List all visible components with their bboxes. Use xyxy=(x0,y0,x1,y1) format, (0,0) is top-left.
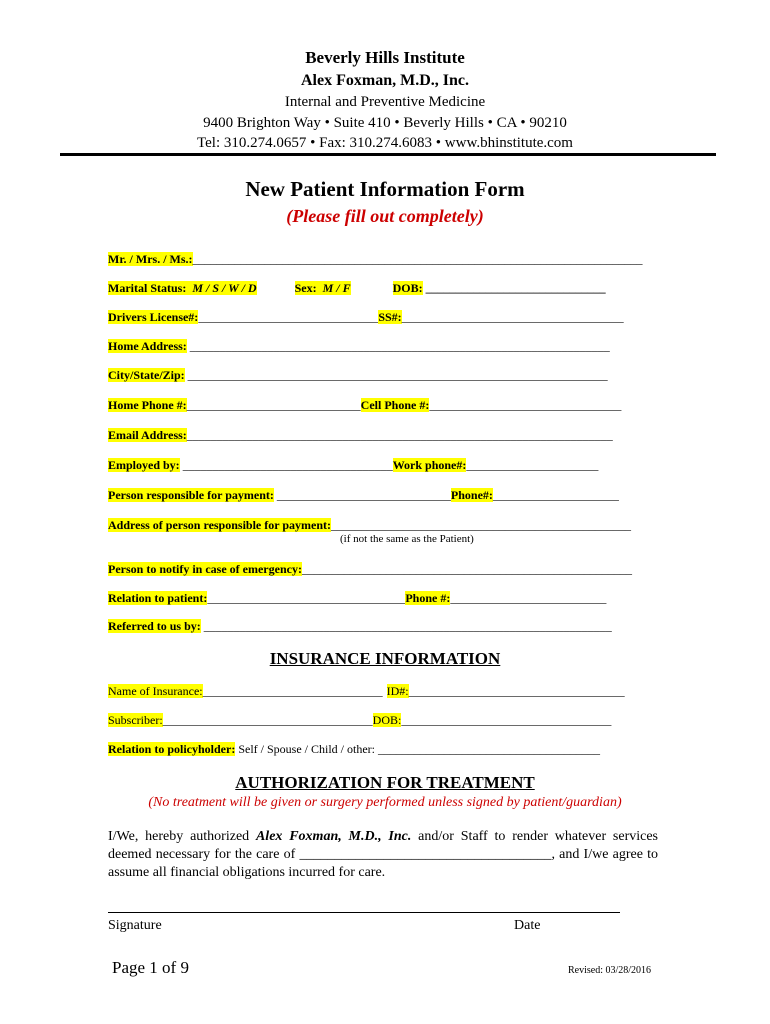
city-state-zip-field[interactable]: ______________________________________________________________________ xyxy=(184,368,608,382)
authorization-text-end: and I/we agree to assume all financial obligations incurred for care. xyxy=(108,847,658,880)
relation-label: Relation to patient: xyxy=(108,591,208,605)
specialty: Internal and Preventive Medicine xyxy=(284,94,486,110)
revised-date: Revised: 03/28/2016 xyxy=(568,965,652,976)
license-row xyxy=(108,310,624,324)
marital-row xyxy=(108,281,606,295)
city-row xyxy=(108,368,608,382)
authorization-practice-name: Alex Foxman, M.D., Inc. xyxy=(255,829,412,844)
sex-options[interactable]: M / F xyxy=(322,281,351,295)
address-line: 9400 Brighton Way • Suite 410 • Beverly Hills • CA • 90210 xyxy=(203,115,567,131)
form-title: New Patient Information Form xyxy=(245,177,525,201)
relation-field[interactable]: _________________________________ xyxy=(207,591,406,605)
responsible-address-note: (if not the same as the Patient) xyxy=(340,533,474,545)
referred-row xyxy=(108,619,612,633)
work-phone-label: Work phone#: xyxy=(392,458,467,472)
ss-label: SS#: xyxy=(378,310,402,324)
responsible-phone-field[interactable]: _____________________ xyxy=(492,488,619,502)
home-address-row xyxy=(108,339,610,353)
emergency-row xyxy=(108,562,632,576)
insurance-name-field[interactable]: ______________________________ xyxy=(202,684,383,698)
authorization-text: I/We, hereby authorized xyxy=(108,829,256,844)
signature-line[interactable] xyxy=(108,912,620,913)
subscriber-field[interactable]: ___________________________________ xyxy=(162,713,373,727)
form-subtitle: (Please fill out completely) xyxy=(286,206,484,226)
referred-by-field[interactable]: ____________________________________________________________________ xyxy=(200,619,612,633)
responsible-address-field[interactable]: __________________________________________________ xyxy=(331,518,632,532)
home-phone-label: Home Phone #: xyxy=(108,398,187,412)
insurance-name-label: Name of Insurance: xyxy=(108,684,203,698)
cell-phone-field[interactable]: ________________________________ xyxy=(429,398,622,412)
responsible-payment-row xyxy=(108,488,619,502)
policyholder-relation-options[interactable]: Self / Spouse / Child / other: xyxy=(235,742,378,756)
responsible-payment-label: Person responsible for payment: xyxy=(108,488,274,502)
subscriber-label: Subscriber: xyxy=(108,713,163,727)
city-state-zip-label: City/State/Zip: xyxy=(108,368,185,382)
marital-status-label: Marital Status: xyxy=(108,281,187,295)
header-rule xyxy=(60,153,716,156)
relation-row xyxy=(108,591,606,605)
responsible-payment-field[interactable]: _____________________________ xyxy=(273,488,451,502)
date-label: Date xyxy=(514,918,541,933)
page-number: Page 1 of 9 xyxy=(112,958,189,977)
relation-phone-label: Phone #: xyxy=(405,591,451,605)
policyholder-relation-label: Relation to policyholder: xyxy=(108,742,236,756)
email-row xyxy=(108,428,613,442)
signature-label: Signature xyxy=(108,918,162,933)
authorization-paragraph xyxy=(108,828,658,882)
responsible-address-row xyxy=(108,518,631,532)
insurance-id-field[interactable]: ____________________________________ xyxy=(408,684,625,698)
emergency-contact-label: Person to notify in case of emergency: xyxy=(108,562,302,576)
employed-by-field[interactable]: ___________________________________ xyxy=(179,458,393,472)
subscriber-row xyxy=(108,713,611,727)
policyholder-relation-field[interactable]: _____________________________________ xyxy=(378,742,600,756)
employed-by-label: Employed by: xyxy=(108,458,180,472)
cell-phone-label: Cell Phone #: xyxy=(360,398,430,412)
name-row xyxy=(108,252,643,266)
org-name: Beverly Hills Institute xyxy=(305,48,465,67)
phone-row xyxy=(108,398,621,412)
referred-by-label: Referred to us by: xyxy=(108,619,201,633)
email-field[interactable]: _______________________________________________________________________ xyxy=(186,428,613,442)
home-address-field[interactable]: ______________________________________________________________________ xyxy=(186,339,610,353)
subscriber-dob-field[interactable]: ___________________________________ xyxy=(401,713,612,727)
authorization-title: AUTHORIZATION FOR TREATMENT xyxy=(235,773,535,792)
name-field[interactable]: ___________________________________________________________________________ xyxy=(192,252,643,266)
insurance-name-row xyxy=(108,684,625,698)
marital-status-options[interactable]: M / S / W / D xyxy=(192,281,257,295)
authorization-note: (No treatment will be given or surgery performed unless signed by patient/guardian) xyxy=(148,795,622,810)
drivers-license-field[interactable]: ______________________________ xyxy=(198,310,379,324)
responsible-phone-label: Phone#: xyxy=(450,488,493,502)
work-phone-field[interactable]: ______________________ xyxy=(466,458,599,472)
responsible-address-label: Address of person responsible for payment: xyxy=(108,518,332,532)
name-label: Mr. / Mrs. / Ms.: xyxy=(108,252,193,266)
drivers-license-label: Drivers License#: xyxy=(108,310,199,324)
home-address-label: Home Address: xyxy=(108,339,187,353)
emergency-contact-field[interactable]: _______________________________________________________ xyxy=(301,562,632,576)
employment-row xyxy=(108,458,598,472)
practice-name: Alex Foxman, M.D., Inc. xyxy=(301,72,469,89)
care-of-field[interactable]: ____________________________________, xyxy=(299,847,555,862)
dob-label: DOB: xyxy=(392,281,423,295)
contact-line: Tel: 310.274.0657 • Fax: 310.274.6083 • www.bhinstitute.com xyxy=(197,135,573,151)
authorization-text-continued: and/or Staff to render whatever services deemed necessary for the care of xyxy=(108,829,659,862)
dob-field[interactable]: ______________________________ xyxy=(422,281,606,295)
email-label: Email Address: xyxy=(108,428,187,442)
home-phone-field[interactable]: _____________________________ xyxy=(186,398,361,412)
insurance-title: INSURANCE INFORMATION xyxy=(269,649,501,668)
relation-phone-field[interactable]: __________________________ xyxy=(450,591,607,605)
insurance-id-label: ID#: xyxy=(386,684,409,698)
ss-field[interactable]: _____________________________________ xyxy=(401,310,624,324)
sex-label: Sex: xyxy=(294,281,317,295)
policyholder-relation-row xyxy=(108,742,600,756)
subscriber-dob-label: DOB: xyxy=(372,713,402,727)
